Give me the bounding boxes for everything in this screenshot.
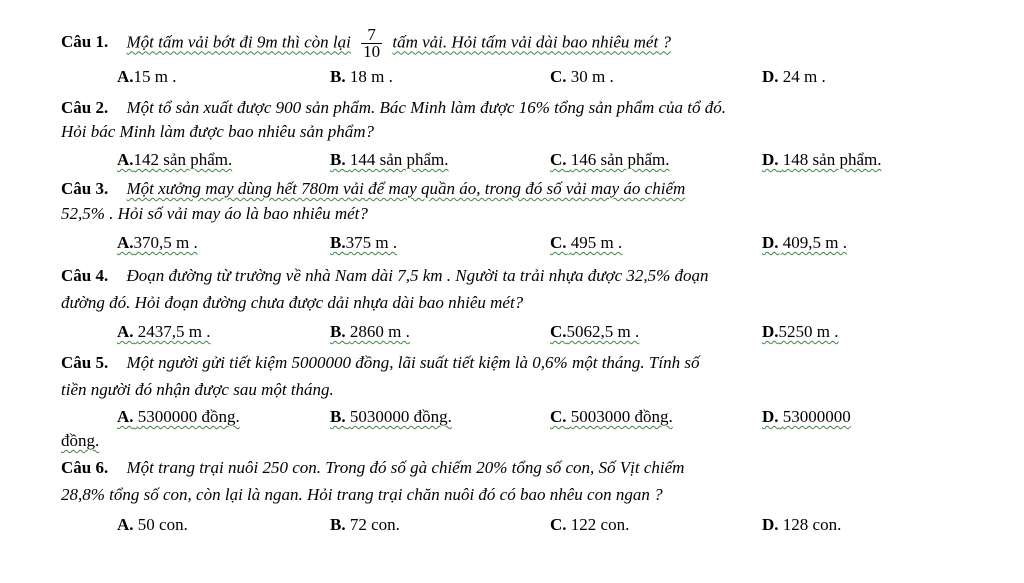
question-4-option-a (117, 321, 211, 343)
question-1-text-after: tấm vải. Hỏi tấm vải dài bao nhiêu mét ? (392, 32, 671, 52)
question-4-option-d (762, 321, 839, 343)
question-3-option-a (117, 232, 198, 254)
option-letter: D. (762, 407, 779, 426)
option-letter: A. (117, 233, 134, 252)
fraction-denominator: 10 (363, 42, 381, 61)
question-1-option-a (117, 66, 177, 88)
question-5-option-b (330, 406, 452, 428)
option-letter: C. (550, 515, 567, 534)
option-value: 15 m . (133, 67, 177, 86)
option-letter: A. (117, 322, 134, 341)
question-4-line-2: đường đó. Hỏi đoạn đường chưa được dải nhựa dài bao nhiêu mét? (61, 293, 524, 312)
option-letter: D. (762, 322, 779, 341)
option-letter: C. (550, 67, 567, 86)
question-4-option-b (330, 321, 410, 343)
question-3-line-2: 52,5% . Hỏi số vải may áo là bao nhiêu mét? (61, 204, 368, 223)
question-6-line-2: 28,8% tổng số con, còn lại là ngan. Hỏi trang trại chăn nuôi đó có bao nhêu con ngan ? (61, 485, 663, 504)
option-value: 30 m . (570, 67, 614, 86)
question-1-label: Câu 1. (61, 32, 109, 52)
question-4-label: Câu 4. (61, 266, 109, 285)
question-1-option-d (762, 66, 826, 88)
option-letter: B. (330, 233, 346, 252)
question-5-option-c (550, 406, 673, 428)
question-4-line-1 (61, 265, 709, 287)
option-value: 375 m . (345, 233, 398, 252)
option-value: 148 sản phẩm. (782, 150, 882, 169)
question-2-option-a (117, 149, 232, 171)
option-letter: B. (330, 150, 346, 169)
option-letter: A. (117, 515, 134, 534)
option-letter: C. (550, 233, 567, 252)
option-value: 24 m . (782, 67, 826, 86)
question-1-option-b (330, 66, 393, 88)
question-4-text-line-1: Đoạn đường từ trường về nhà Nam dài 7,5 km . Người ta trải nhựa được 32,5% đoạn (126, 266, 709, 285)
question-6-line-1 (61, 457, 684, 479)
option-value: 72 con. (349, 515, 400, 534)
question-6-option-a (117, 514, 188, 536)
option-letter: C. (550, 407, 567, 426)
option-value: 370,5 m . (133, 233, 198, 252)
question-6-option-d (762, 514, 841, 536)
option-letter: B. (330, 515, 346, 534)
question-2-text-line-1: Một tổ sản xuất được 900 sản phẩm. Bác Minh làm được 16% tổng sản phẩm của tổ đó. (126, 98, 727, 117)
question-5-line-2: tiền người đó nhận được sau một tháng. (61, 380, 334, 399)
question-6-label: Câu 6. (61, 458, 109, 477)
option-value: 53000000 (782, 407, 851, 426)
question-1-text-before: Một tấm vải bớt đi 9m thì còn lại (126, 32, 351, 52)
question-6-text-line-1: Một trang trại nuôi 250 con. Trong đó số gà chiếm 20% tổng số con, Số Vịt chiếm (126, 458, 685, 477)
option-letter: D. (762, 67, 779, 86)
option-letter: B. (330, 67, 346, 86)
question-5-option-a (117, 406, 240, 428)
option-value: 2860 m . (349, 322, 410, 341)
fraction (361, 27, 382, 60)
question-5-label: Câu 5. (61, 353, 109, 372)
question-2-line-1 (61, 97, 726, 119)
question-5-line-1 (61, 352, 699, 374)
option-value: 128 con. (782, 515, 842, 534)
option-value: 495 m . (570, 233, 623, 252)
option-value: 18 m . (349, 67, 393, 86)
question-2-label: Câu 2. (61, 98, 109, 117)
question-3-option-c (550, 232, 622, 254)
option-value: 5300000 đồng. (137, 407, 240, 426)
fraction-numerator: 7 (361, 27, 382, 44)
question-5-option-d-wrap: đồng. (61, 431, 100, 450)
question-3-line-1 (61, 178, 685, 200)
question-2-line-2: Hỏi bác Minh làm được bao nhiêu sản phẩm? (61, 122, 374, 141)
option-letter: A. (117, 407, 134, 426)
option-value: 142 sản phẩm. (133, 150, 233, 169)
option-letter: A. (117, 67, 134, 86)
option-letter: C. (550, 150, 567, 169)
option-value: 2437,5 m . (137, 322, 211, 341)
question-4-option-c (550, 321, 639, 343)
option-letter: B. (330, 407, 346, 426)
option-value: 5250 m . (778, 322, 839, 341)
question-3-text-line-1: Một xưởng may dùng hết 780m vải để may quần áo, trong đó số vải may áo chiếm (126, 179, 686, 198)
question-1-option-c (550, 66, 614, 88)
question-1-line-1 (61, 27, 671, 60)
option-letter: B. (330, 322, 346, 341)
option-value: 409,5 m . (782, 233, 848, 252)
option-value: 5030000 đồng. (349, 407, 452, 426)
option-letter: D. (762, 150, 779, 169)
option-value: 122 con. (570, 515, 630, 534)
option-letter: D. (762, 233, 779, 252)
option-letter: D. (762, 515, 779, 534)
option-value: 144 sản phẩm. (349, 150, 449, 169)
question-3-label: Câu 3. (61, 179, 109, 198)
option-letter: C. (550, 322, 567, 341)
question-3-option-d (762, 232, 847, 254)
option-value: 5062,5 m . (566, 322, 640, 341)
option-value: 50 con. (137, 515, 188, 534)
question-5-text-line-1: Một người gửi tiết kiệm 5000000 đồng, lãi suất tiết kiệm là 0,6% một tháng. Tính số (126, 353, 700, 372)
question-6-option-c (550, 514, 629, 536)
question-5-option-d (762, 406, 851, 428)
option-value: 146 sản phẩm. (570, 150, 670, 169)
option-letter: A. (117, 150, 134, 169)
question-2-option-c (550, 149, 669, 171)
question-2-option-d (762, 149, 881, 171)
option-value: 5003000 đồng. (570, 407, 673, 426)
question-6-option-b (330, 514, 400, 536)
question-3-option-b (330, 232, 397, 254)
question-2-option-b (330, 149, 449, 171)
